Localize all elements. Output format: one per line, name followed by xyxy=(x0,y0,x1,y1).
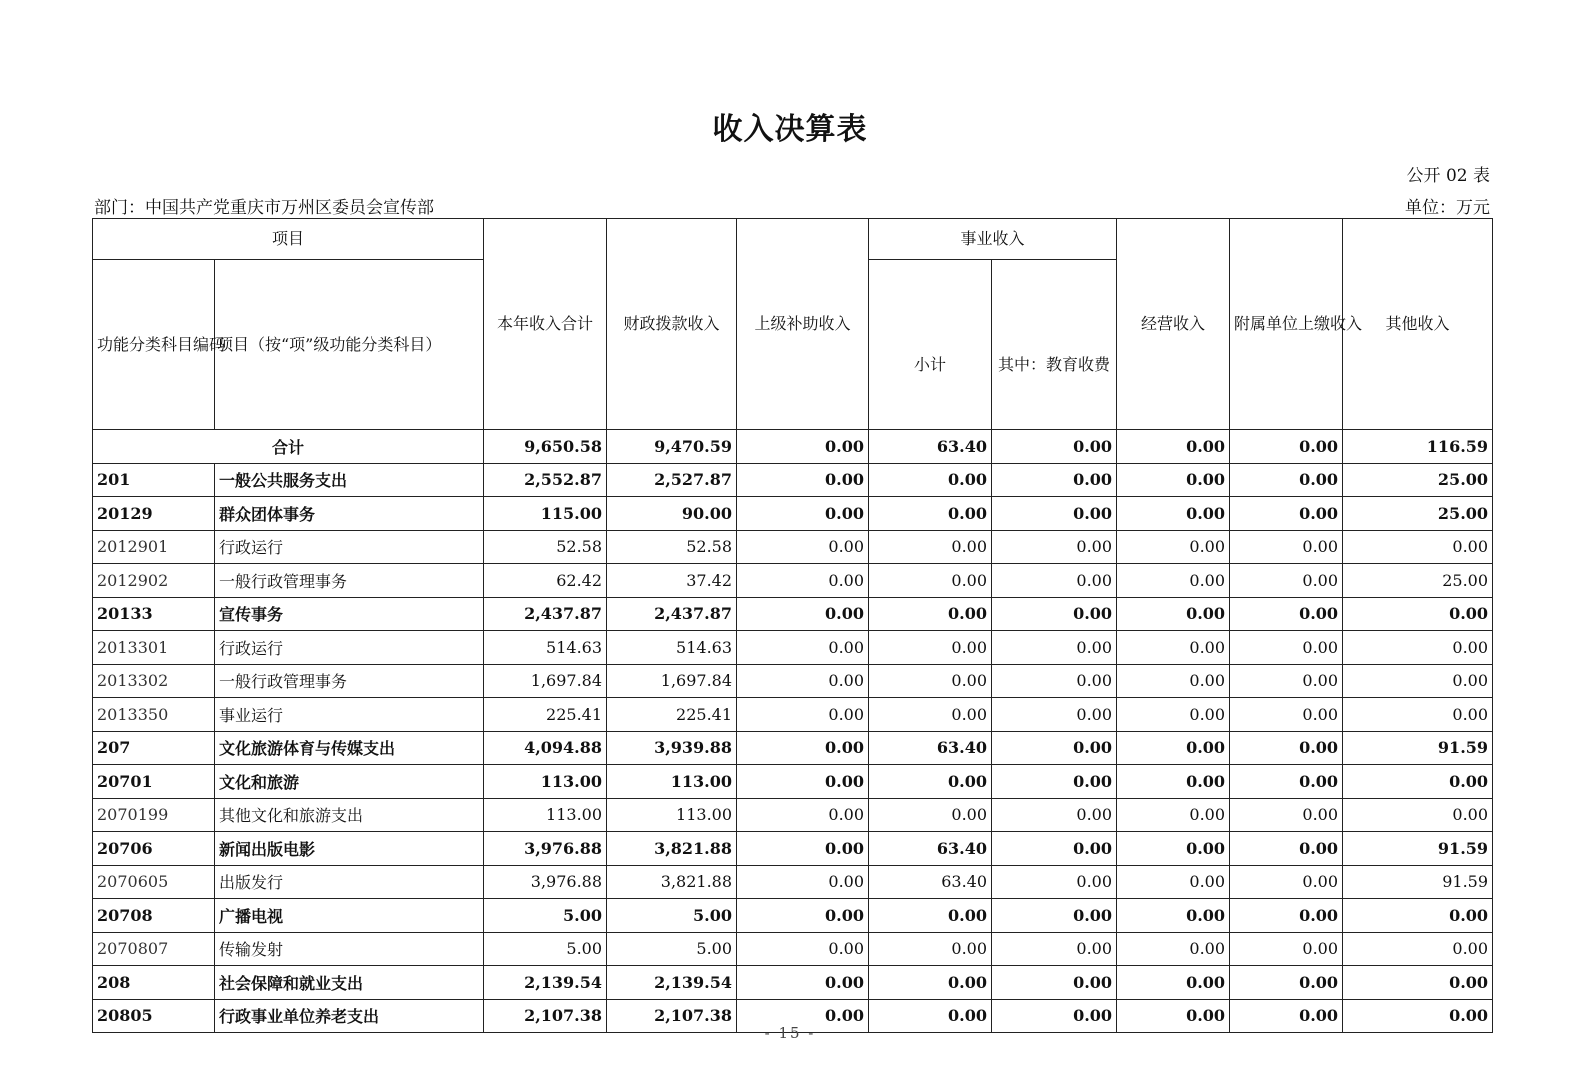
row-code: 20708 xyxy=(93,899,215,933)
table-row xyxy=(93,932,1493,966)
row-value-cell: 0.00 xyxy=(737,966,869,1000)
header-affiliated: 附属单位上缴收入 xyxy=(1230,219,1343,430)
row-value-cell: 0.00 xyxy=(1117,865,1230,899)
row-value-cell: 62.42 xyxy=(484,564,607,598)
row-value-cell: 0.00 xyxy=(1343,932,1493,966)
row-code: 20805 xyxy=(93,999,215,1033)
table-row xyxy=(93,865,1493,899)
header-other: 其他收入 xyxy=(1343,219,1493,430)
table-row xyxy=(93,463,1493,497)
row-value-cell: 0.00 xyxy=(737,865,869,899)
row-value-cell: 0.00 xyxy=(992,865,1117,899)
row-value-cell: 0.00 xyxy=(869,597,992,631)
row-value-cell: 0.00 xyxy=(992,765,1117,799)
row-code: 207 xyxy=(93,731,215,765)
row-code: 2012902 xyxy=(93,564,215,598)
row-value-cell: 0.00 xyxy=(1117,999,1230,1033)
row-name: 行政运行 xyxy=(215,631,484,665)
row-value-cell: 5.00 xyxy=(607,932,737,966)
row-name: 新闻出版电影 xyxy=(215,832,484,866)
row-value-cell: 5.00 xyxy=(607,899,737,933)
row-name: 行政运行 xyxy=(215,530,484,564)
header-name: 项目（按“项”级功能分类科目） xyxy=(215,260,484,430)
row-code: 20129 xyxy=(93,497,215,531)
row-value-cell: 0.00 xyxy=(1117,731,1230,765)
row-value-cell: 0.00 xyxy=(1230,731,1343,765)
total-row xyxy=(93,430,1493,464)
row-value-cell: 0.00 xyxy=(1117,932,1230,966)
row-value-cell: 3,939.88 xyxy=(607,731,737,765)
row-value-cell: 0.00 xyxy=(992,832,1117,866)
row-value-cell: 25.00 xyxy=(1343,463,1493,497)
row-value-cell: 0.00 xyxy=(1230,463,1343,497)
row-value-cell: 0.00 xyxy=(869,999,992,1033)
row-value-cell: 0.00 xyxy=(992,463,1117,497)
row-value-cell: 514.63 xyxy=(607,631,737,665)
row-value-cell: 0.00 xyxy=(737,899,869,933)
row-name: 文化旅游体育与传媒支出 xyxy=(215,731,484,765)
table-row xyxy=(93,731,1493,765)
row-value-cell: 0.00 xyxy=(1230,698,1343,732)
row-name: 一般行政管理事务 xyxy=(215,564,484,598)
row-value-cell: 0.00 xyxy=(1230,631,1343,665)
row-value-cell: 0.00 xyxy=(992,966,1117,1000)
row-code: 208 xyxy=(93,966,215,1000)
row-value-cell: 0.00 xyxy=(992,999,1117,1033)
row-value-cell: 0.00 xyxy=(869,765,992,799)
row-value-cell: 0.00 xyxy=(1230,765,1343,799)
row-value-cell: 52.58 xyxy=(607,530,737,564)
row-value-cell: 3,976.88 xyxy=(484,865,607,899)
header-operating: 经营收入 xyxy=(1117,219,1230,430)
row-value-cell: 0.00 xyxy=(1343,765,1493,799)
unit-label: 单位：万元 xyxy=(1405,198,1490,218)
table-row xyxy=(93,698,1493,732)
income-table xyxy=(92,218,1493,1033)
row-value-cell: 0.00 xyxy=(869,899,992,933)
row-value-cell: 3,821.88 xyxy=(607,865,737,899)
row-value-cell: 4,094.88 xyxy=(484,731,607,765)
row-value-cell: 37.42 xyxy=(607,564,737,598)
row-value-cell: 2,552.87 xyxy=(484,463,607,497)
row-value-cell: 0.00 xyxy=(869,497,992,531)
row-value-cell: 0.00 xyxy=(1230,865,1343,899)
row-value-cell: 0.00 xyxy=(1343,597,1493,631)
row-code: 2070199 xyxy=(93,798,215,832)
row-value-cell: 113.00 xyxy=(607,798,737,832)
row-value-cell: 2,437.87 xyxy=(607,597,737,631)
table-row xyxy=(93,966,1493,1000)
row-value-cell: 2,527.87 xyxy=(607,463,737,497)
row-code: 2070605 xyxy=(93,865,215,899)
row-code: 201 xyxy=(93,463,215,497)
row-value-cell: 0.00 xyxy=(1117,765,1230,799)
row-value-cell: 113.00 xyxy=(484,798,607,832)
row-value-cell: 0.00 xyxy=(1343,664,1493,698)
row-value-cell: 0.00 xyxy=(737,765,869,799)
row-value-cell: 0.00 xyxy=(1117,664,1230,698)
row-value-cell: 0.00 xyxy=(1117,966,1230,1000)
row-code: 2012901 xyxy=(93,530,215,564)
row-name: 其他文化和旅游支出 xyxy=(215,798,484,832)
row-value-cell: 0.00 xyxy=(1117,597,1230,631)
row-code: 20706 xyxy=(93,832,215,866)
row-value-cell: 0.00 xyxy=(1230,999,1343,1033)
table-row xyxy=(93,597,1493,631)
row-value-cell: 514.63 xyxy=(484,631,607,665)
row-value-cell: 63.40 xyxy=(869,832,992,866)
row-value-cell: 0.00 xyxy=(869,798,992,832)
row-value-cell: 25.00 xyxy=(1343,497,1493,531)
header-project: 项目 xyxy=(93,219,484,260)
row-value-cell: 0.00 xyxy=(1230,966,1343,1000)
header-education: 其中：教育收费 xyxy=(992,260,1117,430)
row-value-cell: 63.40 xyxy=(869,865,992,899)
row-value-cell: 0.00 xyxy=(1230,664,1343,698)
total-cell: 0.00 xyxy=(737,430,869,464)
row-code: 2013350 xyxy=(93,698,215,732)
row-value-cell: 0.00 xyxy=(869,463,992,497)
row-value-cell: 0.00 xyxy=(1230,798,1343,832)
row-value-cell: 90.00 xyxy=(607,497,737,531)
row-name: 一般公共服务支出 xyxy=(215,463,484,497)
page-title: 收入决算表 xyxy=(712,112,868,147)
row-value-cell: 0.00 xyxy=(1230,497,1343,531)
row-value-cell: 0.00 xyxy=(1343,899,1493,933)
row-value-cell: 0.00 xyxy=(869,530,992,564)
row-value-cell: 2,437.87 xyxy=(484,597,607,631)
row-code: 20133 xyxy=(93,597,215,631)
table-row xyxy=(93,664,1493,698)
row-value-cell: 0.00 xyxy=(737,497,869,531)
row-value-cell: 3,976.88 xyxy=(484,832,607,866)
row-name: 宣传事务 xyxy=(215,597,484,631)
row-code: 2070807 xyxy=(93,932,215,966)
row-value-cell: 0.00 xyxy=(737,798,869,832)
row-value-cell: 0.00 xyxy=(992,798,1117,832)
row-value-cell: 0.00 xyxy=(1343,530,1493,564)
row-value-cell: 91.59 xyxy=(1343,865,1493,899)
row-value-cell: 0.00 xyxy=(737,631,869,665)
total-label: 合计 xyxy=(93,430,484,464)
row-value-cell: 52.58 xyxy=(484,530,607,564)
row-name: 广播电视 xyxy=(215,899,484,933)
row-value-cell: 0.00 xyxy=(1230,530,1343,564)
header-superior: 上级补助收入 xyxy=(737,219,869,430)
row-value-cell: 0.00 xyxy=(992,664,1117,698)
row-value-cell: 0.00 xyxy=(1230,832,1343,866)
row-value-cell: 1,697.84 xyxy=(484,664,607,698)
row-value-cell: 0.00 xyxy=(992,631,1117,665)
row-value-cell: 0.00 xyxy=(992,932,1117,966)
form-number: 公开 02 表 xyxy=(1406,166,1490,186)
row-value-cell: 0.00 xyxy=(1343,698,1493,732)
row-name: 一般行政管理事务 xyxy=(215,664,484,698)
row-value-cell: 1,697.84 xyxy=(607,664,737,698)
row-value-cell: 0.00 xyxy=(1343,631,1493,665)
row-value-cell: 0.00 xyxy=(992,564,1117,598)
row-value-cell: 0.00 xyxy=(869,564,992,598)
row-code: 2013302 xyxy=(93,664,215,698)
row-value-cell: 2,107.38 xyxy=(607,999,737,1033)
row-name: 出版发行 xyxy=(215,865,484,899)
row-value-cell: 0.00 xyxy=(869,664,992,698)
row-value-cell: 0.00 xyxy=(1117,497,1230,531)
header-code: 功能分类科目编码 xyxy=(93,260,215,430)
row-value-cell: 0.00 xyxy=(869,966,992,1000)
row-value-cell: 0.00 xyxy=(1117,530,1230,564)
row-value-cell: 0.00 xyxy=(869,932,992,966)
row-value-cell: 0.00 xyxy=(1117,564,1230,598)
row-value-cell: 91.59 xyxy=(1343,731,1493,765)
row-value-cell: 225.41 xyxy=(607,698,737,732)
row-value-cell: 113.00 xyxy=(607,765,737,799)
row-value-cell: 0.00 xyxy=(1117,832,1230,866)
row-value-cell: 2,139.54 xyxy=(484,966,607,1000)
row-value-cell: 0.00 xyxy=(992,497,1117,531)
row-value-cell: 0.00 xyxy=(869,631,992,665)
row-value-cell: 0.00 xyxy=(737,463,869,497)
row-value-cell: 0.00 xyxy=(1117,899,1230,933)
row-value-cell: 225.41 xyxy=(484,698,607,732)
department-label: 部门：中国共产党重庆市万州区委员会宣传部 xyxy=(94,198,434,218)
row-value-cell: 0.00 xyxy=(1117,798,1230,832)
row-name: 传输发射 xyxy=(215,932,484,966)
row-value-cell: 0.00 xyxy=(1230,899,1343,933)
total-cell: 0.00 xyxy=(1230,430,1343,464)
row-code: 20701 xyxy=(93,765,215,799)
row-value-cell: 0.00 xyxy=(1230,564,1343,598)
row-name: 文化和旅游 xyxy=(215,765,484,799)
row-value-cell: 25.00 xyxy=(1343,564,1493,598)
row-value-cell: 0.00 xyxy=(992,530,1117,564)
total-cell: 116.59 xyxy=(1343,430,1493,464)
table-row xyxy=(93,765,1493,799)
header-fiscal: 财政拨款收入 xyxy=(607,219,737,430)
row-value-cell: 0.00 xyxy=(992,899,1117,933)
table-row xyxy=(93,832,1493,866)
table-row xyxy=(93,530,1493,564)
total-cell: 9,650.58 xyxy=(484,430,607,464)
row-value-cell: 91.59 xyxy=(1343,832,1493,866)
row-code: 2013301 xyxy=(93,631,215,665)
row-value-cell: 3,821.88 xyxy=(607,832,737,866)
row-value-cell: 0.00 xyxy=(737,698,869,732)
row-value-cell: 0.00 xyxy=(737,932,869,966)
page-number: - 15 - xyxy=(764,1024,816,1042)
row-value-cell: 0.00 xyxy=(737,564,869,598)
table-row xyxy=(93,798,1493,832)
row-value-cell: 0.00 xyxy=(1230,932,1343,966)
row-value-cell: 0.00 xyxy=(1343,798,1493,832)
table-row xyxy=(93,564,1493,598)
header-business-group: 事业收入 xyxy=(869,219,1117,260)
total-cell: 0.00 xyxy=(992,430,1117,464)
table-row xyxy=(93,899,1493,933)
header-subtotal: 小计 xyxy=(869,260,992,430)
row-name: 群众团体事务 xyxy=(215,497,484,531)
table-row xyxy=(93,631,1493,665)
row-value-cell: 5.00 xyxy=(484,932,607,966)
row-value-cell: 2,107.38 xyxy=(484,999,607,1033)
total-cell: 63.40 xyxy=(869,430,992,464)
row-value-cell: 0.00 xyxy=(1117,631,1230,665)
row-value-cell: 0.00 xyxy=(1343,999,1493,1033)
row-value-cell: 0.00 xyxy=(737,731,869,765)
row-value-cell: 0.00 xyxy=(1117,698,1230,732)
header-total-income: 本年收入合计 xyxy=(484,219,607,430)
row-value-cell: 0.00 xyxy=(1117,463,1230,497)
row-name: 行政事业单位养老支出 xyxy=(215,999,484,1033)
row-value-cell: 2,139.54 xyxy=(607,966,737,1000)
row-value-cell: 0.00 xyxy=(1230,597,1343,631)
row-name: 事业运行 xyxy=(215,698,484,732)
row-value-cell: 0.00 xyxy=(737,999,869,1033)
total-cell: 9,470.59 xyxy=(607,430,737,464)
row-value-cell: 0.00 xyxy=(992,731,1117,765)
table-row xyxy=(93,497,1493,531)
table-body xyxy=(93,430,1493,1033)
row-value-cell: 5.00 xyxy=(484,899,607,933)
row-value-cell: 115.00 xyxy=(484,497,607,531)
row-name: 社会保障和就业支出 xyxy=(215,966,484,1000)
row-value-cell: 63.40 xyxy=(869,731,992,765)
row-value-cell: 0.00 xyxy=(737,832,869,866)
total-cell: 0.00 xyxy=(1117,430,1230,464)
row-value-cell: 0.00 xyxy=(737,597,869,631)
row-value-cell: 0.00 xyxy=(737,664,869,698)
row-value-cell: 0.00 xyxy=(1343,966,1493,1000)
row-value-cell: 0.00 xyxy=(992,597,1117,631)
row-value-cell: 0.00 xyxy=(869,698,992,732)
row-value-cell: 113.00 xyxy=(484,765,607,799)
row-value-cell: 0.00 xyxy=(992,698,1117,732)
row-value-cell: 0.00 xyxy=(737,530,869,564)
